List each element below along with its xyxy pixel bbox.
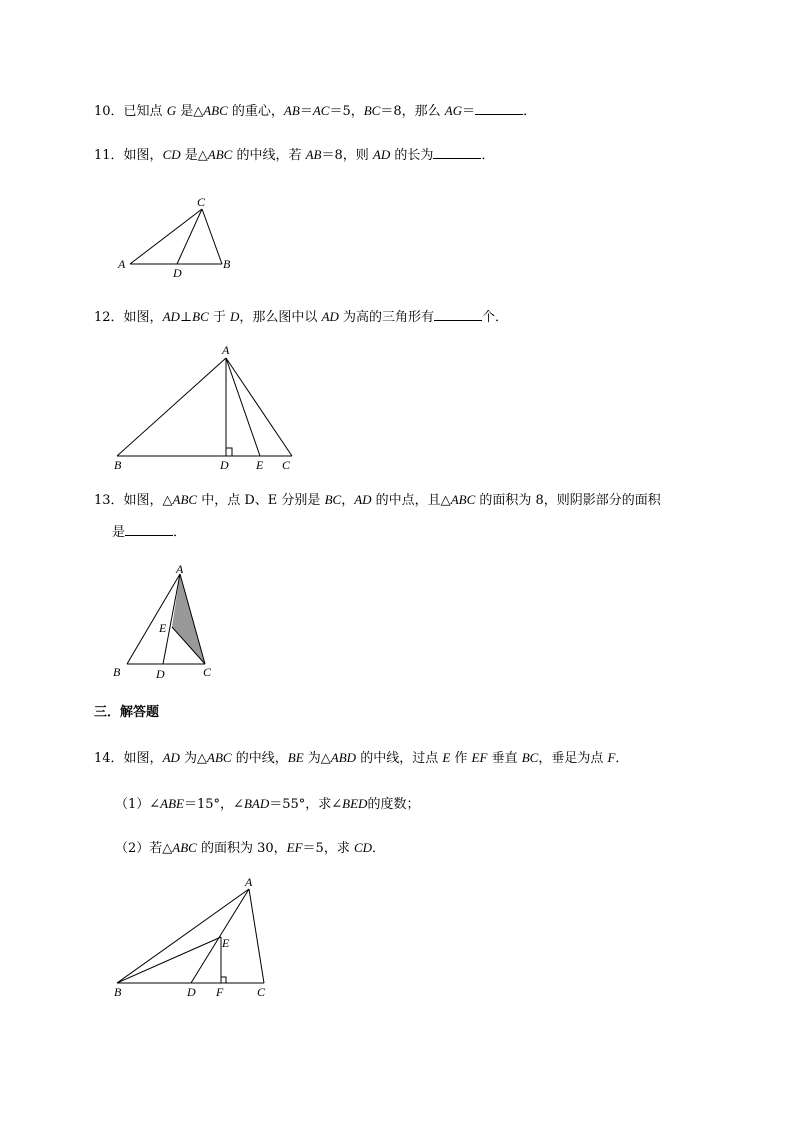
question-12: 12．如图，AD⊥BC 于 D，那么图中以 AD 为高的三角形有 个． [94, 309, 509, 325]
answer-blank[interactable] [434, 308, 482, 321]
label-f: F [216, 985, 224, 999]
segment-ab [127, 574, 180, 664]
label-a: A [245, 875, 253, 889]
right-angle-mark [221, 977, 226, 983]
median-ad [191, 889, 249, 983]
label-b: B [223, 257, 231, 271]
question-13-line-2: 是 ． [112, 525, 187, 540]
label-c: C [282, 458, 291, 472]
label-e: E [222, 936, 230, 950]
question-10: 10．已知点 G 是△ABC 的重心，AB＝AC＝5，BC＝8，那么 AG＝ ． [94, 103, 537, 119]
label-e: E [159, 621, 167, 635]
label-c: C [197, 195, 206, 209]
median-cd [177, 209, 202, 264]
label-d: D [156, 667, 165, 681]
question-number: 14． [94, 751, 124, 766]
label-a: A [118, 257, 126, 271]
right-angle-mark [226, 448, 232, 456]
segment-ab [117, 358, 226, 456]
segment-ae [226, 358, 260, 456]
figure-q14-triangle [105, 872, 285, 1007]
figure-q13-triangle [105, 560, 225, 685]
answer-blank[interactable] [433, 146, 481, 159]
answer-blank[interactable] [475, 102, 523, 115]
label-a: A [176, 562, 184, 576]
label-a: A [222, 343, 230, 357]
segment-ac [249, 889, 264, 983]
question-14: 14．如图，AD 为△ABC 的中线，BE 为△ABD 的中线，过点 E 作 EF 垂直 BC，垂足为点 F． [94, 750, 629, 766]
label-d: D [187, 985, 196, 999]
question-number: 10． [94, 104, 124, 119]
label-c: C [203, 665, 212, 679]
label-c: C [257, 985, 266, 999]
segment-ac [226, 358, 292, 456]
label-d: D [173, 266, 182, 280]
segment-ac [130, 209, 202, 264]
question-number: 12． [94, 310, 124, 325]
question-number: 13． [94, 493, 124, 508]
section-heading: 三．解答题 [94, 705, 160, 720]
label-b: B [114, 985, 122, 999]
answer-blank[interactable] [125, 523, 173, 536]
question-number: 11． [94, 148, 124, 163]
question-13-line-1: 13．如图，△ABC 中，点 D、E 分别是 BC，AD 的中点，且△ABC 的面积为 8，则阴影部分的面积 [94, 492, 661, 508]
question-14-part-1: （1）∠ABE＝15°，∠BAD＝55°，求∠BED的度数； [115, 796, 420, 812]
question-11: 11．如图，CD 是△ABC 的中线，若 AB＝8，则 AD 的长为 ． [94, 147, 495, 163]
label-b: B [114, 458, 122, 472]
segment-cb [202, 209, 222, 264]
label-b: B [113, 665, 121, 679]
label-e: E [256, 458, 264, 472]
figure-q11-triangle [110, 190, 250, 280]
figure-q12-triangle [105, 340, 305, 475]
question-14-part-2: （2）若△ABC 的面积为 30，EF＝5，求 CD． [115, 840, 386, 856]
label-d: D [220, 458, 229, 472]
